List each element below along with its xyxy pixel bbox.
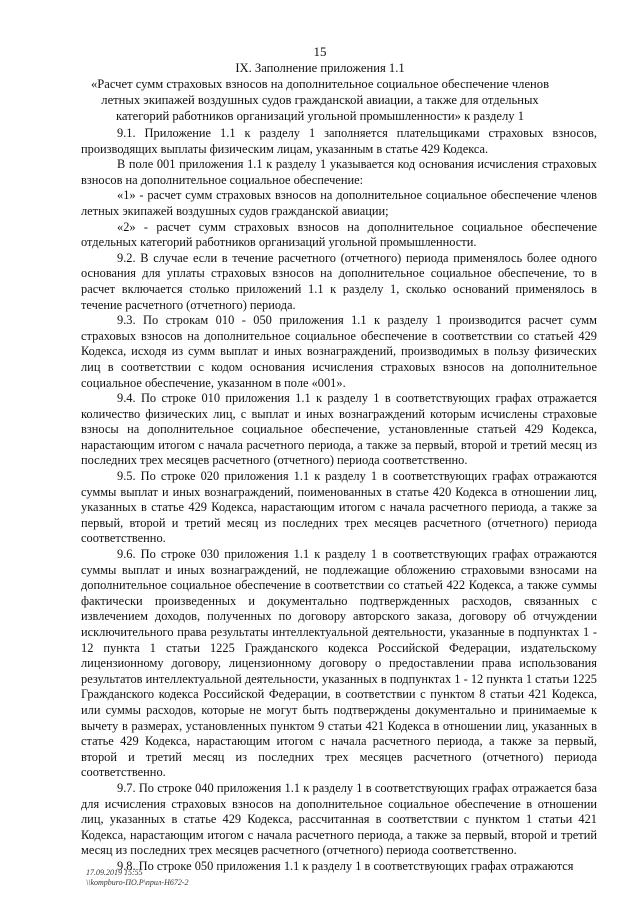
document-body	[81, 126, 597, 875]
paragraph-field-001: В поле 001 приложения 1.1 к разделу 1 указывается код основания исчисления страховых взносов на дополнительное социальное обеспечение:	[81, 157, 597, 187]
section-title: IX. Заполнение приложения 1.1	[235, 61, 405, 75]
page-number: 15	[313, 44, 327, 59]
appendix-title: «Расчет сумм страховых взносов на дополнительное социальное обеспечение членов летных экипажей воздушных судов гражданской авиации, а также для отдельных категорий работников организаций угольной промышленности» к разделу 1	[90, 77, 550, 123]
paragraph-9-7: 9.7. По строке 040 приложения 1.1 к разделу 1 в соответствующих графах отражается база для исчисления страховых взносов на дополнительное социальное обеспечение в отношении лиц, указанных в статье 429 Кодекса, рассчитанная в соответствии с пунктом 1 статьи 421 Кодекса, нарастающим итогом с начала расчетного периода, а также за первый, второй и третий месяц из последних трех месяцев расчетного (отчетного) периода соответственно.	[81, 780, 597, 858]
paragraph-9-6: 9.6. По строке 030 приложения 1.1 к разделу 1 в соответствующих графах отражаются суммы выплат и иных вознаграждений, не подлежащие обложению страховыми взносами на дополнительное социальное обеспечение в соответствии со статьей 422 Кодекса, а также суммы фактически произведенных и документально подтвержденных расходов, связанных с извлечением доходов, полученных по договору авторского заказа, договору об отчуждении исключительного права результаты интеллектуальной деятельности, указанные в подпунктах 1 - 12 пункта 1 статьи 1225 Гражданского кодекса Российской Федерации, издательскому лицензионному договору, лицензионному договору о предоставлении права использования результатов интеллектуальной деятельности, указанных в подпунктах 1 - 12 пункта 1 статьи 1225 Гражданского кодекса Российской Федерации, в соответствии с пунктом 8 статьи 421 Кодекса, или суммы расходов, которые не могут быть подтверждены документально и принимаемые к вычету в размерах, установленных пунктом 9 статьи 421 Кодекса в отношении лиц, указанных в статье 429 Кодекса, нарастающим итогом с начала расчетного периода, а также за первый, второй и третий месяц из последних трех месяцев расчетного (отчетного) периода соответственно.	[81, 547, 597, 780]
paragraph-9-5: 9.5. По строке 020 приложения 1.1 к разделу 1 в соответствующих графах отражаются суммы выплат и иных вознаграждений, поименованных в статье 420 Кодекса в отношении лиц, указанных в статье 429 Кодекса, нарастающим итогом с начала расчетного периода, а также за первый, второй и третий месяц из последних трех месяцев расчетного (отчетного) периода соответственно.	[81, 469, 597, 546]
document-footer	[86, 868, 189, 888]
paragraph-9-8: 9.8. По строке 050 приложения 1.1 к разделу 1 в соответствующих графах отражаются	[117, 858, 574, 873]
footer-timestamp: 17.09.2019 15:55	[86, 868, 143, 877]
paragraph-9-4: 9.4. По строке 010 приложения 1.1 к разделу 1 в соответствующих графах отражается количество физических лиц, с выплат и иных вознаграждений которым исчислены страховые взносы на дополнительное социальное обеспечение, установленные статьей 429 Кодекса, нарастающим итогом с начала расчетного периода, а также за первый, второй и третий месяц из последних трех месяцев расчетного (отчетного) периода соответственно.	[81, 391, 597, 468]
footer-file-path: \\kompburo-ПО.Р\прил-Н672-2	[86, 878, 189, 887]
paragraph-9-2: 9.2. В случае если в течение расчетного (отчетного) периода применялось более одного основания для уплаты страховых взносов на дополнительное социальное обеспечение, то в расчет включается столько приложений 1.1 к разделу 1, сколько оснований применялось в течение расчетного (отчетного) периода.	[81, 250, 597, 312]
section-heading	[80, 60, 560, 124]
paragraph-9-3: 9.3. По строкам 010 - 050 приложения 1.1 к разделу 1 производится расчет сумм страховых взносов на дополнительное социальное обеспечение в соответствии со статьей 429 Кодекса, исходя из сумм выплат и иных вознаграждений, производимых в пользу физических лиц в соответствии с кодом основания исчисления страховых взносов на дополнительное социальное обеспечение, указанном в поле «001».	[81, 313, 597, 390]
paragraph-code-1: «1» - расчет сумм страховых взносов на дополнительное социальное обеспечение членов летных экипажей воздушных судов гражданской авиации;	[81, 188, 597, 218]
paragraph-code-2: «2» - расчет сумм страховых взносов на дополнительное социальное обеспечение отдельных категорий работников организаций угольной промышленности.	[81, 219, 597, 250]
paragraph-9-1: 9.1. Приложение 1.1 к разделу 1 заполняется плательщиками страховых взносов, производящих выплаты физическим лицам, указанным в статье 429 Кодекса.	[81, 126, 597, 156]
